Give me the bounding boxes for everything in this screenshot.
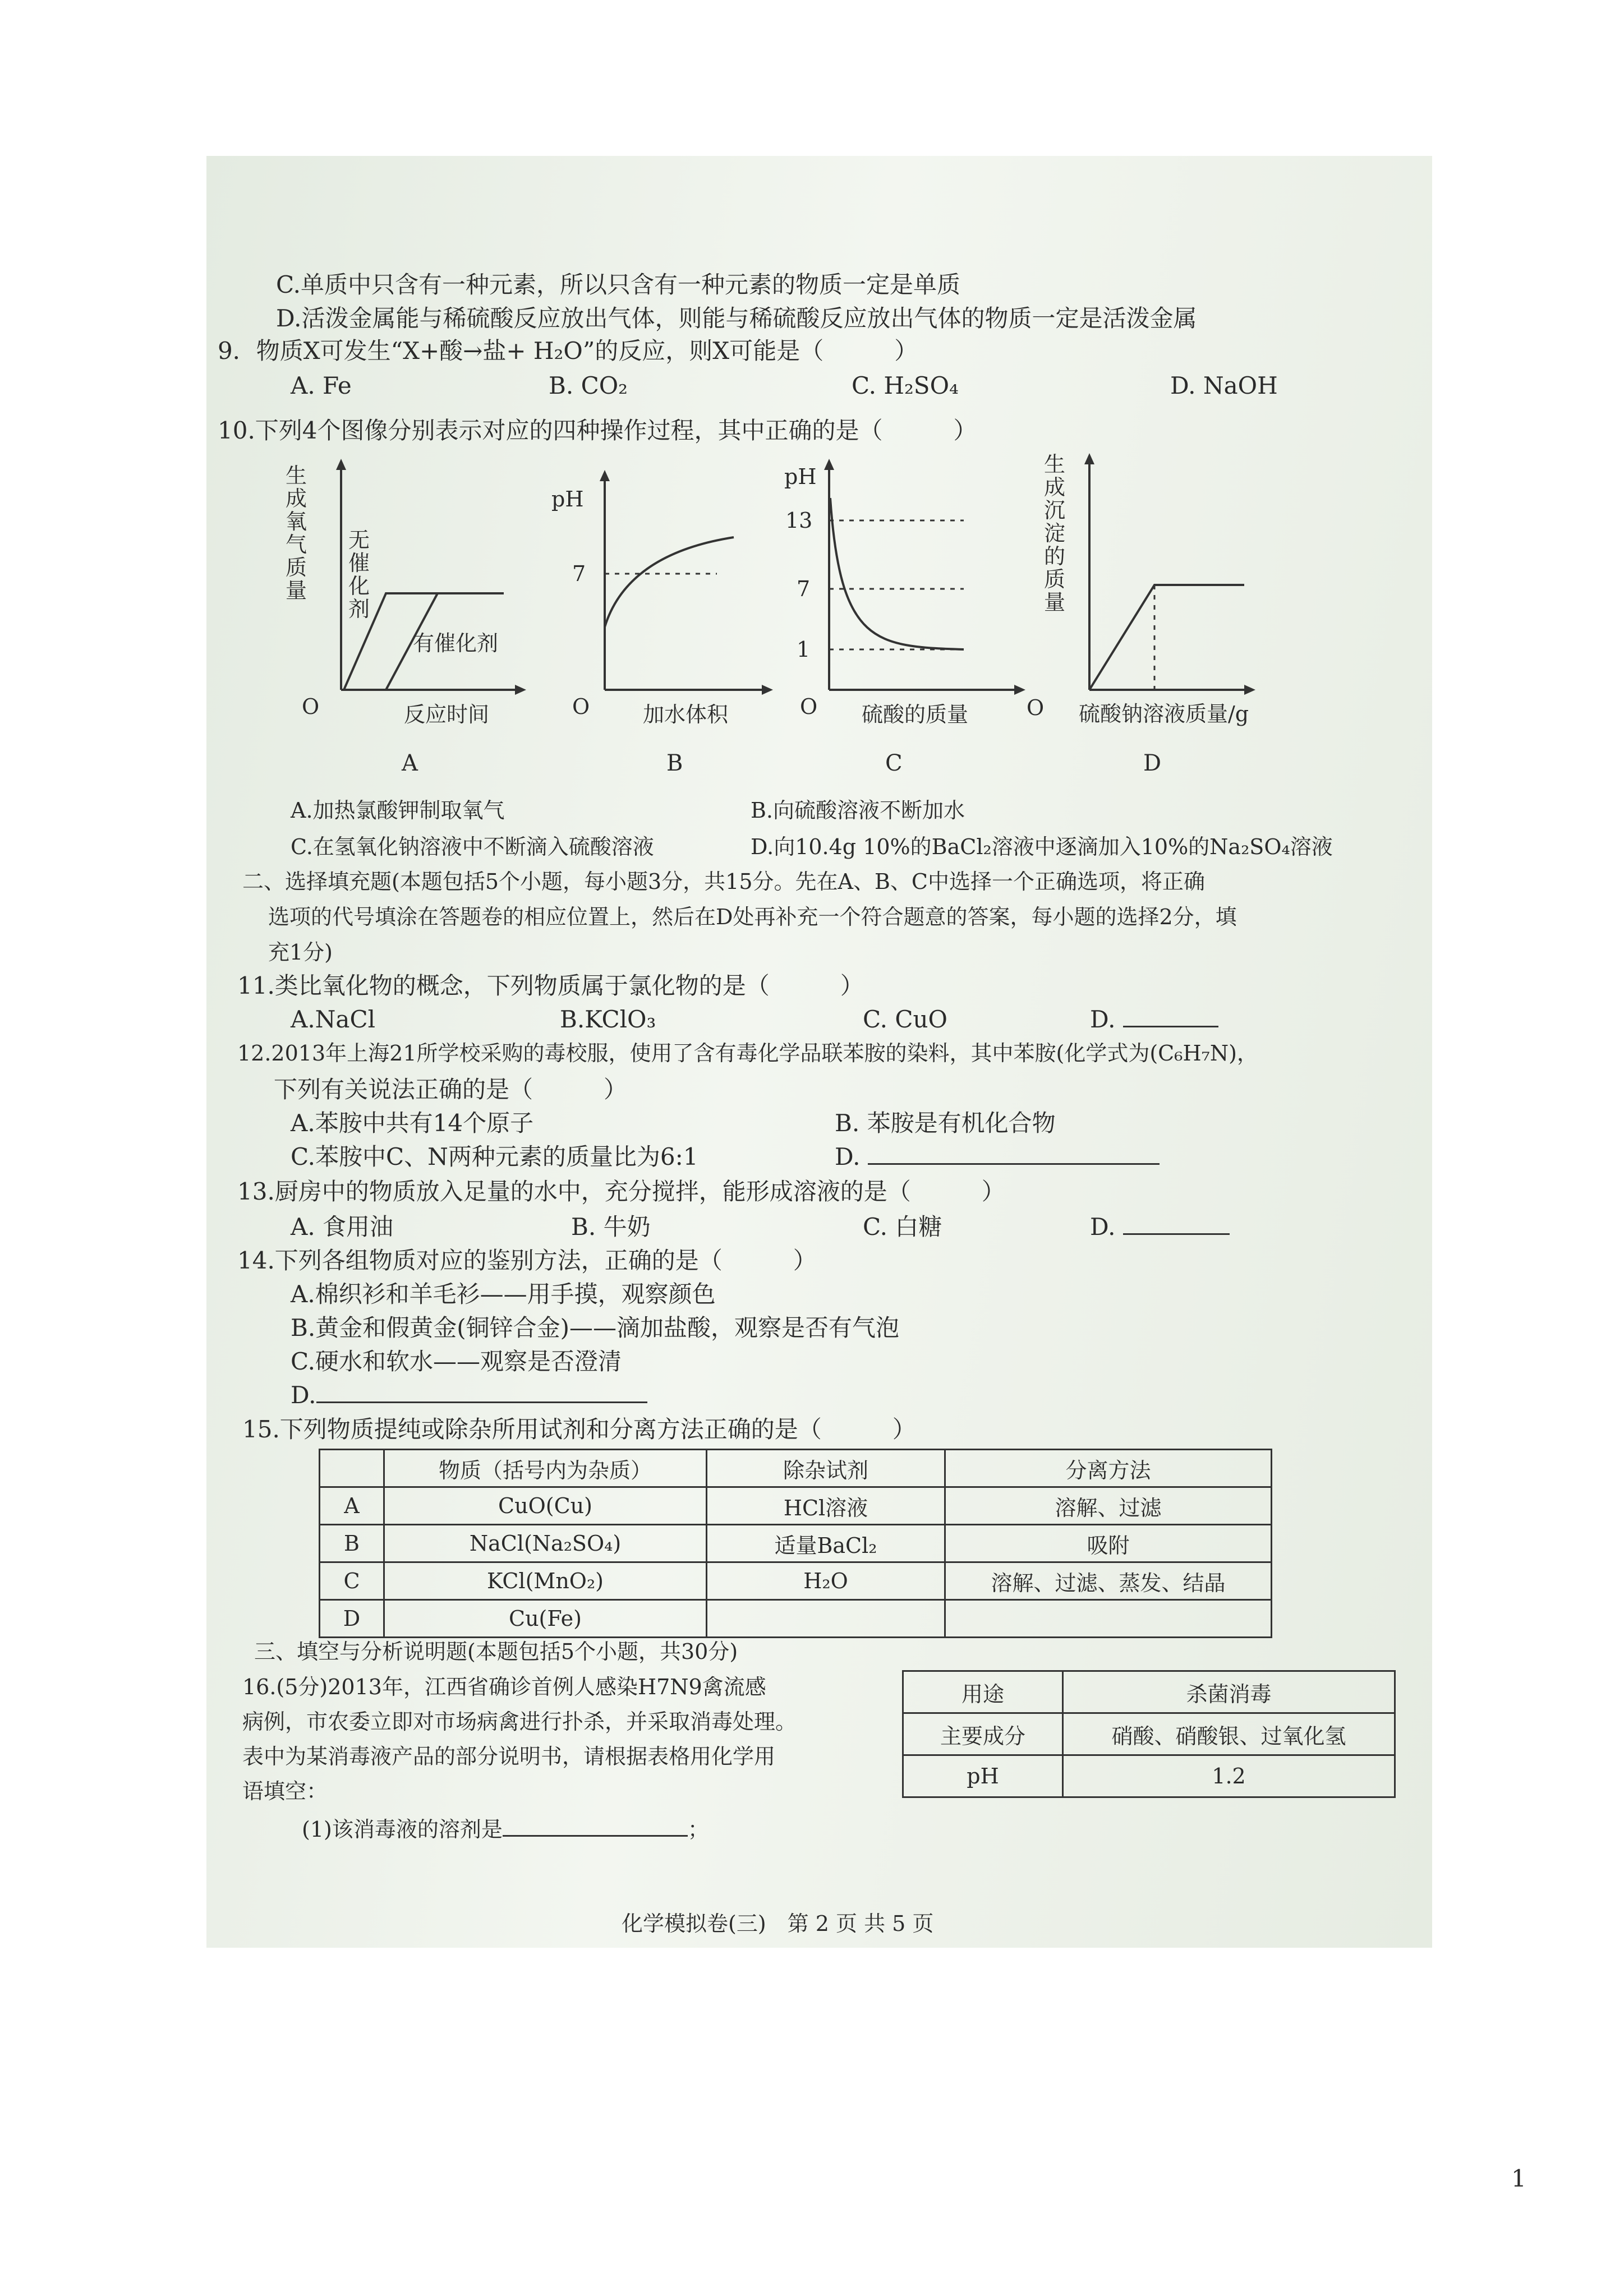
graph-d-name: D [1143,750,1162,776]
q11-option-d [1090,1006,1218,1034]
q14-option-a: A.棉织衫和羊毛衫——用手摸，观察颜色 [291,1280,716,1308]
graph-c-x-label: 硫酸的质量 [862,702,969,727]
q11-option-d-label: D. [1090,1006,1116,1033]
section-2-heading-2: 选项的代号填涂在答题卷的相应位置上，然后在D处再补充一个符合题意的答案，每小题的选择2分，填 [268,905,1237,929]
graph-b-y-label: pH [551,487,584,511]
q15-header-cell: 分离方法 [945,1450,1272,1487]
q10-option-d: D.向10.4g 10%的BaCl₂溶液中逐滴加入10%的Na₂SO₄溶液 [751,835,1333,859]
q16-table-row [903,1671,1395,1713]
q15-cell: KCl(MnO₂) [384,1562,707,1600]
q15-cell: D [320,1600,384,1638]
q11-option-c: C. CuO [863,1006,947,1033]
q14-option-c: C.硬水和软水——观察是否澄清 [291,1348,622,1375]
q15-stem: 15.下列物质提纯或除杂所用试剂和分离方法正确的是（ ） [242,1416,916,1443]
q15-cell [707,1600,945,1638]
graph-b-tick-7: 7 [572,561,586,586]
graph-a-plot [279,459,526,694]
graph-c-tick-13: 13 [785,508,813,533]
q16-table-row [903,1713,1395,1755]
q15-cell: A [320,1487,384,1525]
q12-option-a: A.苯胺中共有14个原子 [291,1109,534,1137]
q9-stem: 9．物质X可发生“X+酸→盐+ H₂O”的反应，则X可能是（ ） [218,337,918,365]
q15-cell: 溶解、过滤、蒸发、结晶 [945,1562,1272,1600]
q12-option-b: B. 苯胺是有机化合物 [835,1109,1056,1137]
q9-option-c: C. H₂SO₄ [852,372,959,399]
q12-stem-2: 下列有关说法正确的是（ ） [274,1076,628,1103]
graph-d-x-label: 硫酸钠溶液质量/g [1079,702,1249,726]
q15-cell: C [320,1562,384,1600]
q16-stem-1: 16.(5分)2013年，江西省确诊首例人感染H7N9禽流感 [242,1675,766,1699]
graph-a-origin: O [302,694,320,719]
q13-option-c: C. 白糖 [863,1213,942,1241]
graph-d [1027,452,1323,776]
section-2-heading-1: 二、选择填充题(本题包括5个小题，每小题3分，共15分。先在A、B、C中选择一个正确选项，将正确 [242,869,1205,894]
graph-c-y-label: pH [784,464,817,489]
graph-c [773,459,1025,776]
q9-option-b: B. CO₂ [549,372,628,399]
q15-cell: CuO(Cu) [384,1487,707,1525]
q12-option-d [835,1143,1160,1171]
q9-option-a: A. Fe [291,372,352,399]
section-3-heading: 三、填空与分析说明题(本题包括5个小题，共30分) [254,1639,738,1664]
graph-c-name: C [885,750,903,776]
q11-option-b: B.KClO₃ [560,1006,656,1033]
q11-option-a: A.NaCl [291,1006,376,1033]
q14-option-b: B.黄金和假黄金(铜锌合金)——滴加盐酸，观察是否有气泡 [291,1314,899,1341]
q15-cell: 适量BaCl₂ [707,1525,945,1562]
graph-a-x-label: 反应时间 [404,702,490,727]
q9-option-d: D. NaOH [1170,372,1278,399]
q16-stem-2: 病例，市农委立即对市场病禽进行扑杀，并采取消毒处理。 [242,1709,797,1734]
q12-answer-blank[interactable] [868,1143,1160,1165]
q11-answer-blank[interactable] [1123,1006,1218,1027]
q15-table-row [320,1562,1272,1600]
q8-option-d: D.活泼金属能与稀硫酸反应放出气体，则能与稀硫酸反应放出气体的物质一定是活泼金属 [276,305,1197,332]
q10-stem: 10.下列4个图像分别表示对应的四种操作过程，其中正确的是（ ） [218,417,977,444]
q15-table-row [320,1525,1272,1562]
q16-cell: 用途 [903,1671,1063,1713]
q12-stem-1: 12.2013年上海21所学校采购的毒校服，使用了含有毒化学品联苯胺的染料，其中苯胺(化学式为(C₆H₇N)， [237,1041,1258,1066]
q10-option-c: C.在氢氧化钠溶液中不断滴入硫酸溶液 [291,835,654,859]
q16-subquestion-1-end: ； [687,1817,709,1842]
q16-subquestion-1-blank[interactable] [503,1815,688,1837]
q15-cell: 溶解、过滤 [945,1487,1272,1525]
q13-answer-blank[interactable] [1123,1213,1230,1235]
graph-c-origin: O [800,694,818,719]
graph-d-y-label: 生成沉淀的质量 [1043,452,1065,615]
q15-table-row [320,1600,1272,1638]
q15-header-cell: 除杂试剂 [707,1450,945,1487]
q16-subquestion-1 [302,1815,709,1843]
graph-a-y-label: 生成氧气质量 [285,463,307,603]
q13-option-b: B. 牛奶 [571,1213,651,1241]
graph-c-tick-7: 7 [797,577,811,601]
q14-option-d [291,1381,647,1409]
q15-table-header-row [320,1450,1272,1487]
graph-a-line-label-2: 有催化剂 [413,631,499,656]
graph-c-plot [773,459,1025,694]
graph-d-origin: O [1027,695,1045,720]
q10-option-b: B.向硫酸溶液不断加水 [751,798,965,823]
q15-cell: H₂O [707,1562,945,1600]
q14-option-d-label: D. [291,1381,316,1409]
q15-cell [945,1600,1272,1638]
graph-b [549,470,773,776]
q11-stem: 11.类比氧化物的概念，下列物质属于氯化物的是（ ） [237,972,864,999]
graph-b-origin: O [572,694,590,719]
q13-option-a: A. 食用油 [291,1213,394,1241]
q14-stem: 14.下列各组物质对应的鉴别方法，正确的是（ ） [237,1247,817,1274]
q16-cell: 杀菌消毒 [1063,1671,1395,1713]
q15-cell: HCl溶液 [707,1487,945,1525]
q16-cell: pH [903,1755,1063,1797]
graph-b-x-label: 加水体积 [643,702,729,727]
q16-stem-3: 表中为某消毒液产品的部分说明书，请根据表格用化学用 [242,1744,776,1769]
graph-c-tick-1: 1 [797,637,811,662]
page-number: 1 [1511,2165,1526,2192]
q13-option-d [1090,1213,1230,1241]
q16-table [902,1670,1396,1798]
q8-option-c: C.单质中只含有一种元素，所以只含有一种元素的物质一定是单质 [276,271,960,298]
q16-cell: 1.2 [1063,1755,1395,1797]
q12-option-d-label: D. [835,1143,861,1170]
q15-cell: Cu(Fe) [384,1600,707,1638]
q15-cell: B [320,1525,384,1562]
q15-table [319,1449,1272,1638]
q16-cell: 硝酸、硝酸银、过氧化氢 [1063,1713,1395,1755]
q16-table-row [903,1755,1395,1797]
q13-option-d-label: D. [1090,1213,1116,1241]
q16-cell: 主要成分 [903,1713,1063,1755]
q15-header-cell [320,1450,384,1487]
q15-table-row [320,1487,1272,1525]
q15-cell: 吸附 [945,1525,1272,1562]
q16-subquestion-1-label: (1)该消毒液的溶剂是 [302,1817,503,1842]
q12-option-c: C.苯胺中C、N两种元素的质量比为6:1 [291,1143,698,1170]
q15-cell: NaCl(Na₂SO₄) [384,1525,707,1562]
exam-footer: 化学模拟卷(三) 第 2 页 共 5 页 [622,1911,934,1936]
graph-a-name: A [402,750,418,776]
q14-answer-blank[interactable] [316,1381,647,1403]
graph-a [279,459,526,776]
section-2-heading-3: 充1分) [268,940,333,965]
graph-a-line-label-1: 无催化剂 [348,528,370,622]
q16-stem-4: 语填空： [242,1779,328,1804]
q10-option-a: A.加热氯酸钾制取氧气 [291,798,505,823]
scanned-exam-photo [206,156,1432,1948]
q15-header-cell: 物质（括号内为杂质） [384,1450,707,1487]
q13-stem: 13.厨房中的物质放入足量的水中，充分搅拌，能形成溶液的是（ ） [237,1178,1005,1205]
graph-b-name: B [666,750,683,776]
